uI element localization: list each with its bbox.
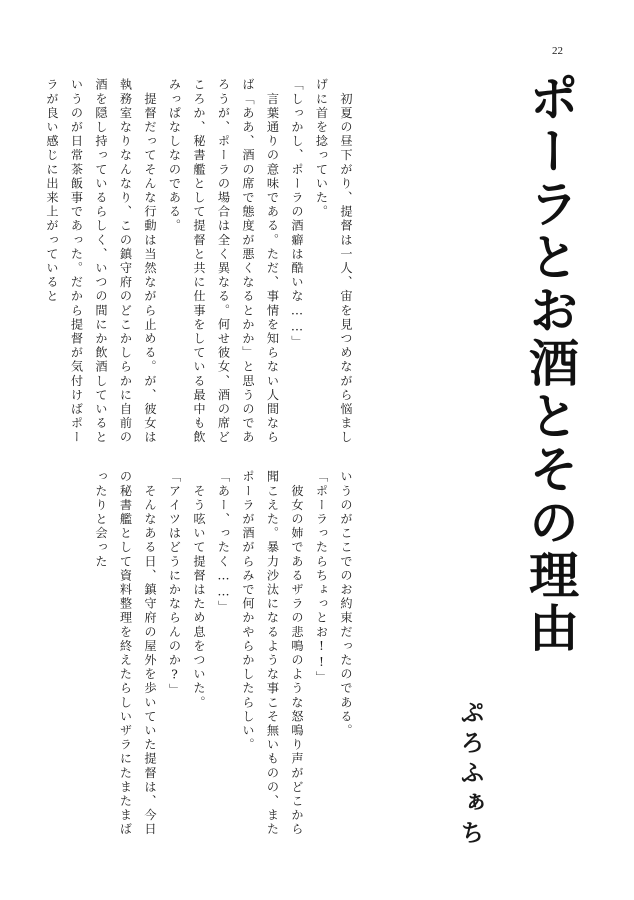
paragraph: 初夏の昼下がり、提督は一人、宙を見つめながら悩ましげに首を捻っていた。 — [314, 78, 353, 445]
paragraph: 「しっかし、ポーラの酒癖は酷いな……」 — [290, 78, 304, 350]
page-number: 22 — [552, 45, 563, 57]
paragraph: そんなある日、鎮守府の屋外を歩いていた提督は、今日の秘書艦として資料整理を終えたらしいザラにたまたまばったりと会った — [94, 470, 157, 837]
paragraph: 彼女の姉であるザラの悲鳴のような怒鳴り声がどこから聞こえた。暴力沙汰になるような事こそ無いものの、またポーラが酒がらみで何かやらかしたらしい。 — [241, 470, 304, 837]
paragraph: いうのがここでのお約束だったのである。 — [339, 470, 353, 738]
story-title: ポーラとお酒とその理由 — [521, 72, 579, 655]
paragraph: 「あー、ったく……」 — [216, 470, 231, 615]
paragraph: 「ポーラったらちょっとお!!」 — [314, 470, 329, 686]
paragraph: そう呟いて提督はため息をついた。 — [192, 470, 206, 710]
body-text-upper — [45, 78, 358, 452]
author-name: ぷろふぁち — [456, 700, 484, 850]
paragraph: 「アイツはどうにかならんのか?」 — [167, 470, 182, 698]
paragraph: 言葉通りの意味である。ただ、事情を知らない人間ならば「ああ、酒の席で態度が悪くなるとかか」と思うのであろうが、ポーラの場合は全く異なる。何せ彼女、酒の席どころか、秘書艦として提督と共に仕事をしている最中も飲みっぱなしなのである。 — [167, 78, 280, 445]
paragraph: 提督だってそんな行動は当然ながら止める。が、彼女は執務室なりなんなり、この鎮守府のどこかしらかに自前の酒を隠し持っているらしく、いつの間にか飲酒しているというのが日常茶飯事であった。だから提督が気付けばポーラが良い感じに出来上がっていると — [45, 78, 157, 445]
body-text-lower — [82, 470, 358, 850]
